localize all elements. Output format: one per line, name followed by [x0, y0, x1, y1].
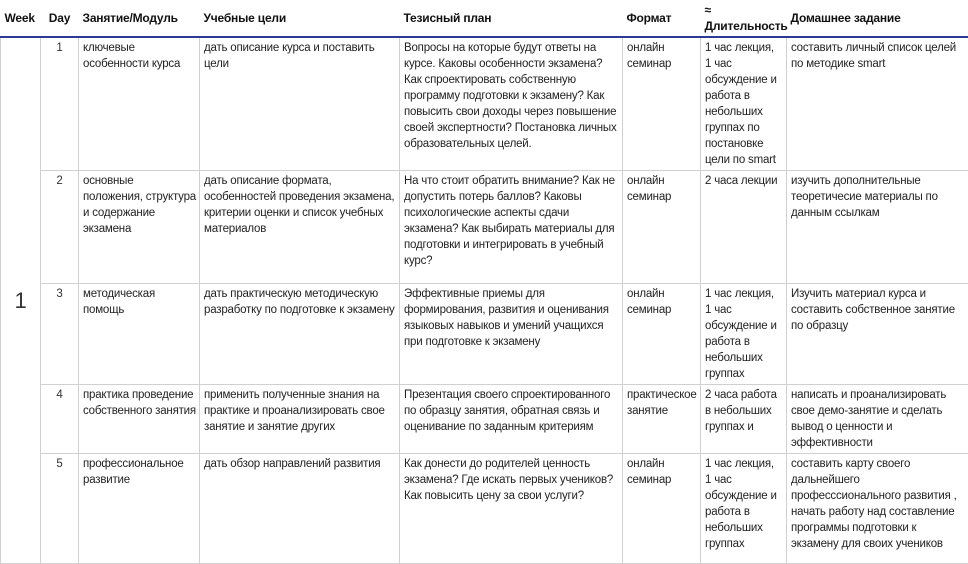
header-goals: Учебные цели: [200, 0, 400, 37]
day-cell: 4: [41, 385, 79, 454]
homework-cell: Изучить материал курса и составить собственное занятие по образцу: [787, 284, 968, 385]
day-cell: 1: [41, 37, 79, 171]
day-cell: 2: [41, 171, 79, 284]
header-week: Week: [1, 0, 41, 37]
table-row: [1, 37, 968, 171]
week-number: 1: [1, 37, 41, 564]
module-cell: практика проведение собственного занятия: [79, 385, 200, 454]
format-cell: практическое занятие: [623, 385, 701, 454]
goals-cell: дать обзор направлений развития: [200, 454, 400, 564]
format-cell: онлайн семинар: [623, 37, 701, 171]
table-row: [1, 385, 968, 454]
duration-cell: 1 час лекция, 1 час обсуждение и работа в небольших группах: [701, 454, 787, 564]
day-cell: 3: [41, 284, 79, 385]
goals-cell: применить полученные знания на практике и проанализировать свое занятие и занятие других: [200, 385, 400, 454]
plan-cell: Как донести до родителей ценность экзамена? Где искать первых учеников? Как повысить цену за свои услуги?: [400, 454, 623, 564]
homework-cell: написать и проанализировать свое демо-занятие и сделать вывод о ценности и эффективности: [787, 385, 968, 454]
homework-cell: составить личный список целей по методике smart: [787, 37, 968, 171]
header-homework: Домашнее задание: [787, 0, 968, 37]
plan-cell: На что стоит обратить внимание? Как не допустить потерь баллов? Каковы психологические аспекты сдачи экзамена? Как выбирать материалы для подготовки и интегрировать в учебный курс?: [400, 171, 623, 284]
header-row: [1, 0, 968, 37]
plan-cell: Эффективные приемы для формирования, развития и оценивания языковых навыков и умений учащихся при подготовке к экзамену: [400, 284, 623, 385]
table-row: [1, 454, 968, 564]
format-cell: онлайн семинар: [623, 171, 701, 284]
goals-cell: дать описание курса и поставить цели: [200, 37, 400, 171]
header-module: Занятие/Модуль: [79, 0, 200, 37]
homework-cell: изучить дополнительные теоретичесие материалы по данным ссылкам: [787, 171, 968, 284]
header-plan: Тезисный план: [400, 0, 623, 37]
duration-cell: 2 часа работа в небольших группах и: [701, 385, 787, 454]
plan-cell: Вопросы на которые будут ответы на курсе. Каковы особенности экзамена? Как спроектировать собственную программу подготовки к экзамену? Как повысить свои доходы через повышение своей экспертности? Постановка личных образовательных целей.: [400, 37, 623, 171]
goals-cell: дать практическую методическую разработку по подготовке к экзамену: [200, 284, 400, 385]
duration-cell: 2 часа лекции: [701, 171, 787, 284]
format-cell: онлайн семинар: [623, 284, 701, 385]
format-cell: онлайн семинар: [623, 454, 701, 564]
day-cell: 5: [41, 454, 79, 564]
plan-cell: Презентация своего спроектированного по образцу занятия, обратная связь и оценивание по заданным критериям: [400, 385, 623, 454]
duration-cell: 1 час лекция, 1 час обсуждение и работа в небольших группах: [701, 284, 787, 385]
table-row: [1, 284, 968, 385]
header-format: Формат: [623, 0, 701, 37]
module-cell: методическая помощь: [79, 284, 200, 385]
module-cell: профессиональное развитие: [79, 454, 200, 564]
header-duration: ≈ Длительность: [701, 0, 787, 37]
module-cell: основные положения, структура и содержание экзамена: [79, 171, 200, 284]
duration-cell: 1 час лекция, 1 час обсуждение и работа в небольших группах по постановке цели по smart: [701, 37, 787, 171]
header-day: Day: [41, 0, 79, 37]
goals-cell: дать описание формата, особенностей проведения экзамена, критерии оценки и список учебных материалов: [200, 171, 400, 284]
table-row: [1, 171, 968, 284]
module-cell: ключевые особенности курса: [79, 37, 200, 171]
homework-cell: составить карту своего дальнейшего професссионального развития , начать работу над составление программы подготовки к экзамену для своих учеников: [787, 454, 968, 564]
